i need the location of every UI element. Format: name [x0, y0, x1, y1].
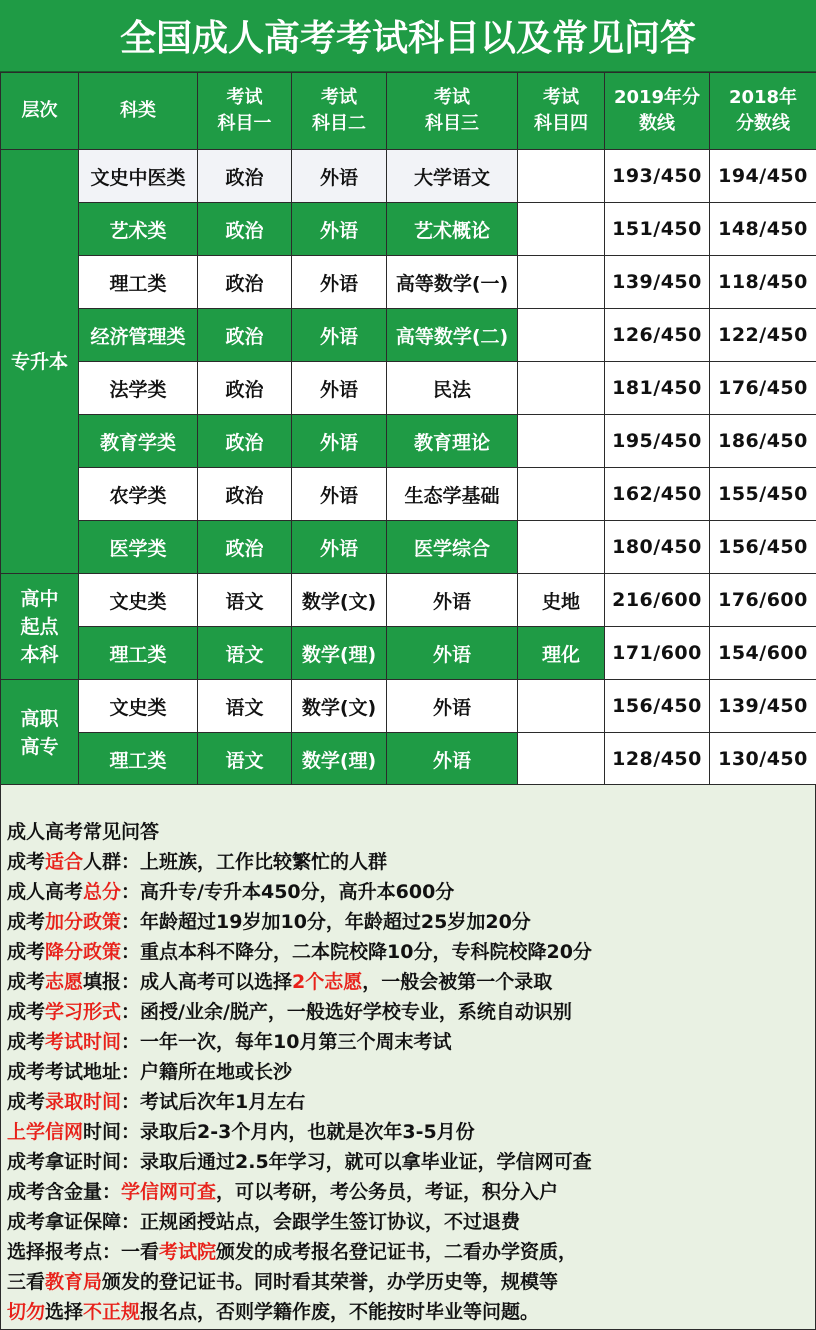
faq-line [7, 1297, 815, 1327]
faq-highlight: 上学信网 [7, 1121, 84, 1143]
subject-2-cell: 外语 [292, 203, 387, 256]
category-cell: 文史中医类 [79, 150, 198, 203]
score-2019-cell: 181/450 [605, 362, 710, 415]
subject-1-cell: 政治 [198, 256, 292, 309]
subject-3-cell: 医学综合 [387, 521, 518, 574]
subject-2-cell: 外语 [292, 521, 387, 574]
subject-3-cell: 外语 [387, 627, 518, 680]
header-subject-4: 考试 科目四 [518, 73, 605, 150]
subject-1-cell: 政治 [198, 415, 292, 468]
faq-line [7, 1117, 815, 1147]
level-label: 专升本 [10, 350, 68, 373]
faq-text: 成考 [7, 1091, 46, 1113]
subject-1-cell: 政治 [198, 309, 292, 362]
subject-4-cell [518, 203, 605, 256]
faq-text: 成人高考常见问答 [7, 821, 160, 843]
category-cell: 法学类 [79, 362, 198, 415]
subject-2-cell: 外语 [292, 309, 387, 362]
level-label: 本科 [20, 643, 59, 666]
category-cell: 文史类 [79, 680, 198, 733]
level-label: 高职 [20, 707, 59, 730]
faq-text: ，可以考研，考公务员，考证，积分入户 [216, 1181, 559, 1203]
subject-1-cell: 语文 [198, 733, 292, 786]
faq-highlight: 不正规 [83, 1301, 141, 1323]
faq-text: 成考拿证保障：正规函授站点，会跟学生签订协议，不过退费 [7, 1211, 521, 1233]
table-row [1, 627, 816, 680]
header-score-2018: 2018年 分数线 [710, 73, 816, 150]
faq-text: ，一般会被第一个录取 [362, 971, 553, 993]
faq-text: ：高升专/专升本450分，高升本600分 [121, 881, 455, 903]
subject-2-cell: 数学(理) [292, 627, 387, 680]
subject-3-cell: 艺术概论 [387, 203, 518, 256]
score-2019-cell: 195/450 [605, 415, 710, 468]
subject-2-cell: 外语 [292, 256, 387, 309]
subject-3-cell: 高等数学(一) [387, 256, 518, 309]
faq-text: 成考 [7, 851, 46, 873]
faq-line [7, 1237, 815, 1267]
score-2018-cell: 176/600 [710, 574, 816, 627]
faq-text: 时间：录取后2-3个月内，也就是次年3-5月份 [83, 1121, 475, 1143]
category-cell: 经济管理类 [79, 309, 198, 362]
subject-2-cell: 数学(理) [292, 733, 387, 786]
faq-highlight: 2个志愿 [292, 971, 363, 993]
subject-3-cell: 生态学基础 [387, 468, 518, 521]
subject-3-cell: 外语 [387, 574, 518, 627]
faq-highlight: 志愿 [45, 971, 84, 993]
header-score-2019: 2019年分 数线 [605, 73, 710, 150]
header-category: 科类 [79, 73, 198, 150]
subject-1-cell: 政治 [198, 203, 292, 256]
score-2019-cell: 126/450 [605, 309, 710, 362]
score-2019-cell: 180/450 [605, 521, 710, 574]
faq-text: 颁发的登记证书。同时看其荣誉，办学历史等，规模等 [102, 1271, 559, 1293]
faq-line [7, 1147, 815, 1177]
faq-line [7, 847, 815, 877]
faq-panel [0, 784, 816, 1330]
table-row [1, 256, 816, 309]
score-2018-cell: 148/450 [710, 203, 816, 256]
header-subject-3: 考试 科目三 [387, 73, 518, 150]
level-cell [1, 680, 79, 786]
faq-text: 成考拿证时间：录取后通过2.5年学习，就可以拿毕业证，学信网可查 [7, 1151, 592, 1173]
page-title: 全国成人高考考试科目以及常见问答 [0, 0, 816, 72]
faq-highlight: 切勿 [7, 1301, 46, 1323]
faq-highlight: 适合 [45, 851, 84, 873]
table-row [1, 415, 816, 468]
subject-3-cell: 民法 [387, 362, 518, 415]
faq-text: 三看 [7, 1271, 46, 1293]
score-2018-cell: 186/450 [710, 415, 816, 468]
category-cell: 艺术类 [79, 203, 198, 256]
faq-line [7, 1087, 815, 1117]
score-2019-cell: 151/450 [605, 203, 710, 256]
subject-4-cell: 理化 [518, 627, 605, 680]
subject-2-cell: 外语 [292, 468, 387, 521]
faq-text: ：年龄超过19岁加10分，年龄超过25岁加20分 [121, 911, 531, 933]
faq-line [7, 1267, 815, 1297]
faq-line [7, 877, 815, 907]
header-subject-1: 考试 科目一 [198, 73, 292, 150]
subject-1-cell: 语文 [198, 680, 292, 733]
subject-4-cell [518, 309, 605, 362]
exam-subjects-table [0, 72, 816, 786]
faq-text: 报名点，否则学籍作废，不能按时毕业等问题。 [140, 1301, 540, 1323]
score-2019-cell: 171/600 [605, 627, 710, 680]
faq-text: 成考 [7, 911, 46, 933]
faq-highlight: 加分政策 [45, 911, 122, 933]
level-label: 高专 [20, 735, 59, 758]
table-row [1, 203, 816, 256]
score-2018-cell: 155/450 [710, 468, 816, 521]
faq-text: 成考含金量： [7, 1181, 122, 1203]
faq-text: 颁发的成考报名登记证书，二看办学资质， [216, 1241, 578, 1263]
subject-1-cell: 语文 [198, 627, 292, 680]
level-label: 起点 [20, 615, 59, 638]
subject-3-cell: 外语 [387, 733, 518, 786]
subject-4-cell [518, 733, 605, 786]
faq-highlight: 考试时间 [45, 1031, 122, 1053]
score-2018-cell: 156/450 [710, 521, 816, 574]
subject-3-cell: 外语 [387, 680, 518, 733]
score-2018-cell: 139/450 [710, 680, 816, 733]
subject-2-cell: 数学(文) [292, 680, 387, 733]
header-level: 层次 [1, 73, 79, 150]
faq-text: 成考考试地址：户籍所在地或长沙 [7, 1061, 293, 1083]
faq-line [7, 967, 815, 997]
score-2018-cell: 122/450 [710, 309, 816, 362]
category-cell: 理工类 [79, 627, 198, 680]
table-row [1, 574, 816, 627]
score-2019-cell: 156/450 [605, 680, 710, 733]
subject-4-cell [518, 415, 605, 468]
category-cell: 文史类 [79, 574, 198, 627]
subject-1-cell: 政治 [198, 150, 292, 203]
table-row [1, 362, 816, 415]
subject-1-cell: 政治 [198, 468, 292, 521]
faq-highlight: 教育局 [45, 1271, 103, 1293]
score-2019-cell: 193/450 [605, 150, 710, 203]
table-row [1, 733, 816, 786]
table-row [1, 680, 816, 733]
faq-text: 成考 [7, 1001, 46, 1023]
subject-1-cell: 政治 [198, 521, 292, 574]
faq-highlight: 学信网可查 [121, 1181, 217, 1203]
subject-3-cell: 高等数学(二) [387, 309, 518, 362]
subject-1-cell: 政治 [198, 362, 292, 415]
table-row [1, 150, 816, 203]
table-row [1, 521, 816, 574]
faq-text: 成考 [7, 941, 46, 963]
faq-text: 成人高考 [7, 881, 84, 903]
table-row [1, 468, 816, 521]
faq-text: 成考 [7, 971, 46, 993]
faq-text: ：重点本科不降分，二本院校降10分，专科院校降20分 [121, 941, 592, 963]
faq-text: ：一年一次，每年10月第三个周末考试 [121, 1031, 452, 1053]
subject-4-cell [518, 468, 605, 521]
faq-heading [7, 817, 815, 847]
faq-text: 选择报考点：一看 [7, 1241, 160, 1263]
faq-line [7, 907, 815, 937]
subject-3-cell: 教育理论 [387, 415, 518, 468]
faq-line [7, 1027, 815, 1057]
faq-line [7, 1177, 815, 1207]
faq-highlight: 录取时间 [45, 1091, 122, 1113]
score-2019-cell: 128/450 [605, 733, 710, 786]
subject-4-cell [518, 256, 605, 309]
subject-4-cell [518, 521, 605, 574]
subject-2-cell: 数学(文) [292, 574, 387, 627]
category-cell: 医学类 [79, 521, 198, 574]
score-2018-cell: 118/450 [710, 256, 816, 309]
table-row [1, 309, 816, 362]
subject-4-cell: 史地 [518, 574, 605, 627]
subject-2-cell: 外语 [292, 415, 387, 468]
subject-4-cell [518, 362, 605, 415]
subject-1-cell: 语文 [198, 574, 292, 627]
category-cell: 理工类 [79, 256, 198, 309]
subject-2-cell: 外语 [292, 362, 387, 415]
faq-text: ：考试后次年1月左右 [121, 1091, 306, 1113]
subject-3-cell: 大学语文 [387, 150, 518, 203]
faq-line [7, 937, 815, 967]
score-2018-cell: 176/450 [710, 362, 816, 415]
score-2018-cell: 194/450 [710, 150, 816, 203]
faq-highlight: 降分政策 [45, 941, 122, 963]
faq-text: 填报：成人高考可以选择 [83, 971, 293, 993]
subject-2-cell: 外语 [292, 150, 387, 203]
faq-highlight: 学习形式 [45, 1001, 122, 1023]
faq-text: 选择 [45, 1301, 84, 1323]
category-cell: 理工类 [79, 733, 198, 786]
faq-line [7, 1207, 815, 1237]
subject-4-cell [518, 150, 605, 203]
score-2019-cell: 162/450 [605, 468, 710, 521]
level-label: 高中 [20, 587, 59, 610]
faq-highlight: 考试院 [159, 1241, 217, 1263]
header-subject-2: 考试 科目二 [292, 73, 387, 150]
level-cell [1, 150, 79, 574]
score-2018-cell: 154/600 [710, 627, 816, 680]
faq-text: ：函授/业余/脱产，一般选好学校专业，系统自动识别 [121, 1001, 572, 1023]
faq-line [7, 997, 815, 1027]
table-header-row [1, 73, 816, 150]
faq-highlight: 总分 [83, 881, 122, 903]
faq-text: 人群：上班族，工作比较繁忙的人群 [83, 851, 388, 873]
category-cell: 农学类 [79, 468, 198, 521]
score-2018-cell: 130/450 [710, 733, 816, 786]
level-cell [1, 574, 79, 680]
faq-line [7, 1057, 815, 1087]
subject-4-cell [518, 680, 605, 733]
category-cell: 教育学类 [79, 415, 198, 468]
faq-text: 成考 [7, 1031, 46, 1053]
score-2019-cell: 139/450 [605, 256, 710, 309]
score-2019-cell: 216/600 [605, 574, 710, 627]
